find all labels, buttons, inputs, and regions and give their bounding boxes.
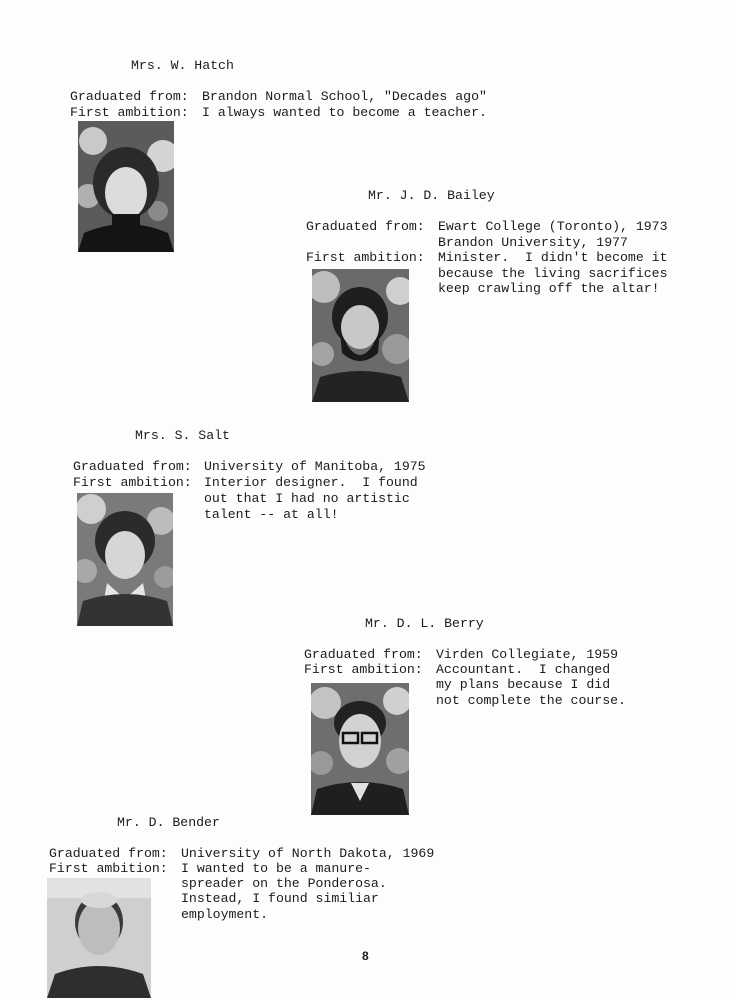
grad-label-hatch: Graduated from: <box>70 89 189 104</box>
portrait-photo-berry <box>311 683 409 815</box>
ambition-line-berry-2: my plans because I did <box>436 677 611 692</box>
ambition-line-bender-4: employment. <box>181 907 269 922</box>
ambition-label-bender: First ambition: <box>49 861 168 876</box>
page-number: 8 <box>362 949 369 963</box>
ambition-line-bender-1: I wanted to be a manure- <box>181 861 371 876</box>
ambition-line-bender-3: Instead, I found similiar <box>181 891 379 906</box>
grad-label-salt: Graduated from: <box>73 459 192 474</box>
ambition-line-bailey-3: keep crawling off the altar! <box>438 281 660 296</box>
grad-label-berry: Graduated from: <box>304 647 423 662</box>
staff-name-hatch: Mrs. W. Hatch <box>131 58 234 73</box>
grad-line-bailey-2: Brandon University, 1977 <box>438 235 628 250</box>
grad-label-bailey: Graduated from: <box>306 219 425 234</box>
ambition-label-hatch: First ambition: <box>70 105 189 120</box>
grad-label-bender: Graduated from: <box>49 846 168 861</box>
portrait-photo-hatch <box>78 121 174 252</box>
ambition-line-hatch-1: I always wanted to become a teacher. <box>202 105 487 120</box>
grad-line-salt-1: University of Manitoba, 1975 <box>204 459 426 474</box>
ambition-label-berry: First ambition: <box>304 662 423 677</box>
grad-line-bender-1: University of North Dakota, 1969 <box>181 846 435 861</box>
ambition-line-berry-3: not complete the course. <box>436 693 626 708</box>
ambition-line-salt-1: Interior designer. I found <box>204 475 418 490</box>
ambition-line-bender-2: spreader on the Ponderosa. <box>181 876 387 891</box>
staff-name-bender: Mr. D. Bender <box>117 815 220 830</box>
ambition-line-berry-1: Accountant. I changed <box>436 662 611 677</box>
portrait-photo-bender <box>47 878 151 998</box>
ambition-line-salt-3: talent -- at all! <box>204 507 339 522</box>
grad-line-bailey-1: Ewart College (Toronto), 1973 <box>438 219 668 234</box>
portrait-photo-bailey <box>312 269 409 402</box>
ambition-label-salt: First ambition: <box>73 475 192 490</box>
grad-line-berry-1: Virden Collegiate, 1959 <box>436 647 619 662</box>
staff-name-salt: Mrs. S. Salt <box>135 428 230 443</box>
ambition-line-bailey-2: because the living sacrifices <box>438 266 668 281</box>
portrait-photo-salt <box>77 493 173 626</box>
ambition-label-bailey: First ambition: <box>306 250 425 265</box>
staff-name-bailey: Mr. J. D. Bailey <box>368 188 495 203</box>
staff-name-berry: Mr. D. L. Berry <box>365 616 484 631</box>
grad-line-hatch-1: Brandon Normal School, "Decades ago" <box>202 89 487 104</box>
ambition-line-bailey-1: Minister. I didn't become it <box>438 250 668 265</box>
ambition-line-salt-2: out that I had no artistic <box>204 491 410 506</box>
